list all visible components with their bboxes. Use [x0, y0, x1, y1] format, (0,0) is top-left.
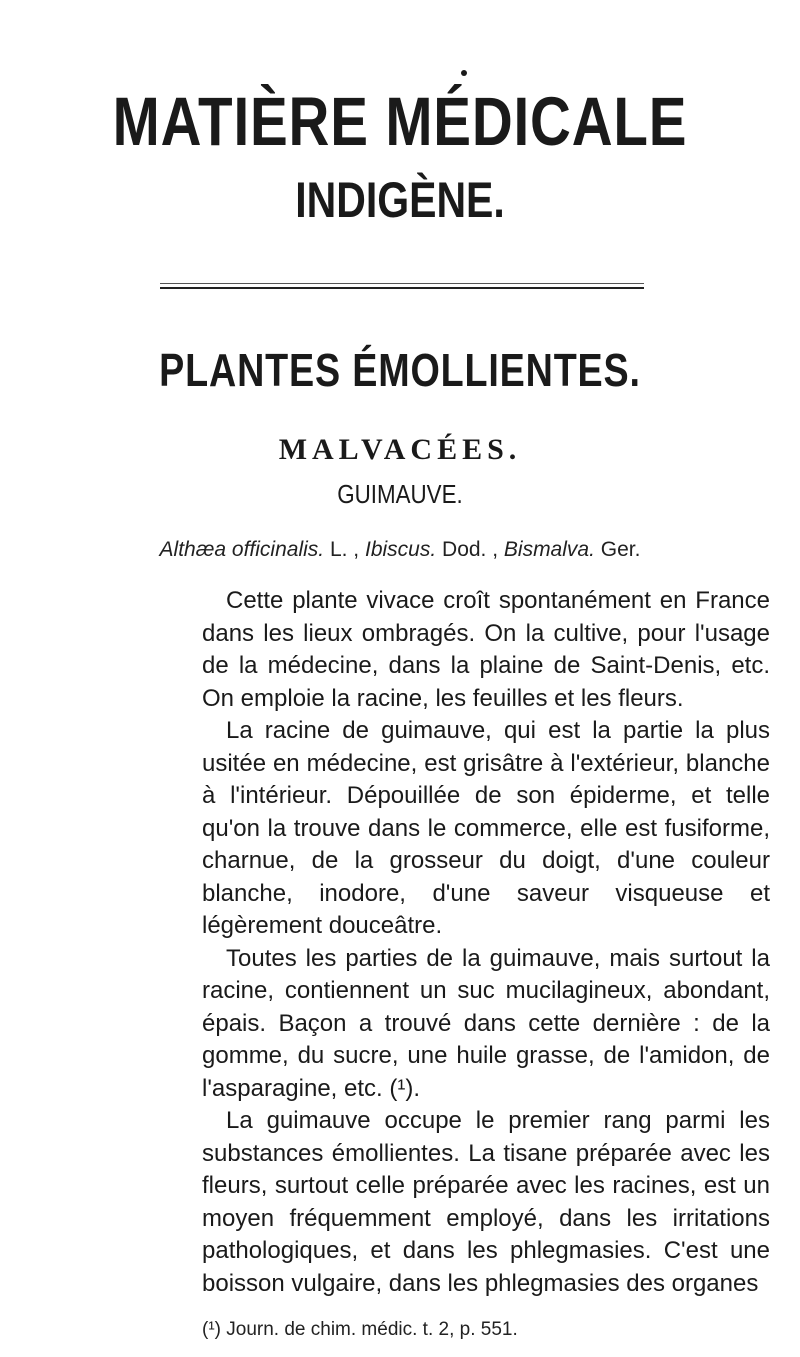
- ink-dot: [461, 70, 467, 76]
- synonym-althaea-author: L. ,: [324, 538, 365, 561]
- paragraph-4: La guimauve occupe le premier rang parmi les substances émollientes. La tisane préparée avec les fleurs, surtout celle préparée avec les racines, est un moyen fréquemment employé, dans les irritations pathologiques, et dans les phlegmasies. C'est une boisson vulgaire, dans les phlegmasies des organes: [202, 1107, 770, 1297]
- main-subtitle: INDIGÈNE.: [295, 172, 505, 228]
- body-text: [202, 585, 770, 1300]
- synonyms-line: [0, 537, 800, 563]
- section-title: PLANTES ÉMOLLIENTES.: [159, 344, 641, 396]
- plant-name: GUIMAUVE.: [337, 479, 463, 509]
- synonym-ibiscus-author: Dod. ,: [436, 538, 504, 561]
- divider-thin: [160, 283, 644, 284]
- footnote: (¹) Journ. de chim. médic. t. 2, p. 551.: [202, 1319, 518, 1340]
- paragraph-2: La racine de guimauve, qui est la partie la plus usitée en médecine, est grisâtre à l'extérieur, blanche à l'intérieur. Dépouillée de son épiderme, et telle qu'on la trouve dans le commerce, elle est fusiforme, charnue, de la grosseur du doigt, d'une couleur blanche, inodore, d'une saveur visqueuse et légèrement douceâtre.: [202, 717, 770, 939]
- synonym-bismalva: Bismalva.: [503, 538, 595, 561]
- synonym-bismalva-author: Ger.: [594, 538, 641, 561]
- synonym-ibiscus: Ibiscus.: [364, 538, 437, 561]
- plant-family: MALVACÉES.: [278, 433, 522, 466]
- divider-thick: [160, 287, 644, 289]
- paragraph-3: Toutes les parties de la guimauve, mais surtout la racine, contiennent un suc mucilagineux, abondant, épais. Baçon a trouvé dans cette dernière : de la gomme, du sucre, une huile grasse, de l'amidon, de l'asparagine, etc. (¹).: [202, 944, 770, 1102]
- paragraph-1: Cette plante vivace croît spontanément en France dans les lieux ombragés. On la cultive, pour l'usage de la médecine, dans la plaine de Saint-Denis, etc. On emploie la racine, les feuilles et les fleurs.: [202, 587, 770, 712]
- synonym-althaea: Althæa officinalis.: [159, 538, 325, 561]
- main-title: MATIÈRE MÉDICALE: [112, 83, 688, 160]
